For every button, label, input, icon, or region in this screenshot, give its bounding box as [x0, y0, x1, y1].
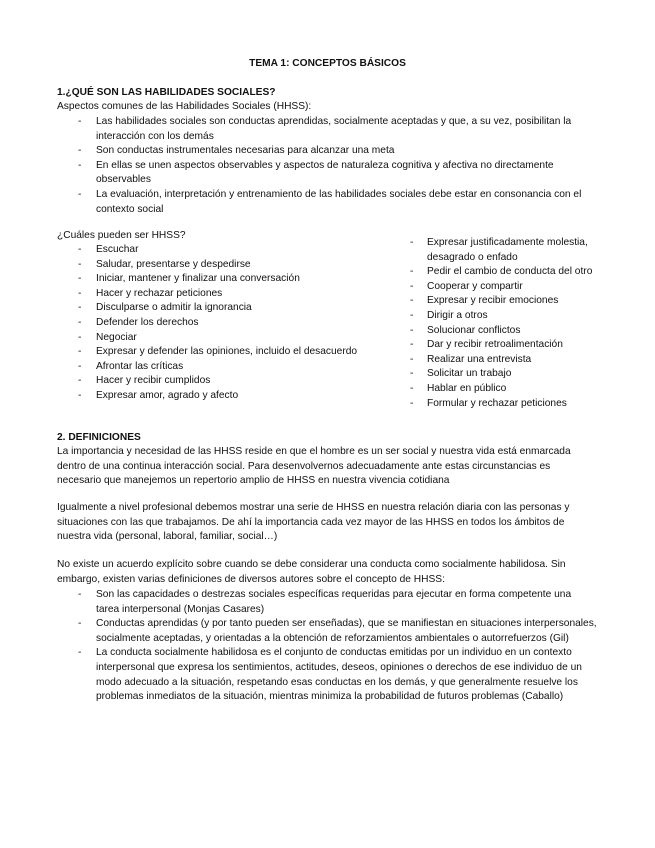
definitions-paragraph-1: La importancia y necesidad de las HHSS reside en que el hombre es un ser social y nuestra vida está enmarcada dentro de una continua interacción social. Para desenvolvernos adecuadamente ante estas circunstancias es necesario que manejemos un repertorio amplio de HHSS en nuestra vivencia cotidiana: [57, 446, 571, 487]
list-item: - Hablar en público: [407, 382, 607, 397]
list-item: - Son conductas instrumentales necesarias para alcanzar una meta: [57, 144, 597, 159]
list-item: - Expresar justificadamente molestia, desagrado o enfado: [407, 236, 607, 265]
section1-heading: 1.¿QUÉ SON LAS HABILIDADES SOCIALES?: [57, 87, 276, 98]
list-item: - Expresar amor, agrado y afecto: [57, 389, 397, 404]
definitions-list: [57, 588, 597, 705]
list-item: - Hacer y rechazar peticiones: [57, 287, 397, 302]
list-item: - Solicitar un trabajo: [407, 367, 607, 382]
list-item: - Hacer y recibir cumplidos: [57, 374, 397, 389]
list-item: - La conducta socialmente habilidosa es el conjunto de conductas emitidas por un individuo en un contexto interpersonal que expresa los sentimientos, actitudes, deseos, opiniones o derechos de ese individuo de un modo adecuado a la situación, respetando esas conductas en los demás, y que generalmente resuelve los problemas inmediatos de la situación, mientras minimiza la probabilidad de futuros problemas (Caballo): [57, 646, 597, 704]
list-item: - Negociar: [57, 331, 397, 346]
list-item: - Defender los derechos: [57, 316, 397, 331]
list-item: - Son las capacidades o destrezas sociales específicas requeridas para ejecutar en forma competente una tarea interpersonal (Monjas Casares): [57, 588, 597, 617]
list-item: - Las habilidades sociales son conductas aprendidas, socialmente aceptadas y que, a su vez, posibilitan la interacción con los demás: [57, 115, 597, 144]
list-item: - Formular y rechazar peticiones: [407, 397, 607, 412]
document-title: TEMA 1: CONCEPTOS BÁSICOS: [249, 58, 406, 69]
section2-heading: 2. DEFINICIONES: [57, 432, 141, 443]
list-item: - Expresar y recibir emociones: [407, 294, 607, 309]
section1-intro: Aspectos comunes de las Habilidades Sociales (HHSS):: [57, 101, 312, 112]
aspects-list: [57, 115, 597, 217]
list-item: - Pedir el cambio de conducta del otro: [407, 265, 607, 280]
list-item: - Cooperar y compartir: [407, 280, 607, 295]
list-item: - La evaluación, interpretación y entrenamiento de las habilidades sociales debe estar en consonancia con el contexto social: [57, 188, 597, 217]
list-item: - Disculparse o admitir la ignorancia: [57, 301, 397, 316]
list-item: - Dirigir a otros: [407, 309, 607, 324]
list-item: - Expresar y defender las opiniones, incluido el desacuerdo: [57, 345, 397, 360]
list-item: - Afrontar las críticas: [57, 360, 397, 375]
definitions-paragraph-2: Igualmente a nivel profesional debemos mostrar una serie de HHSS en nuestra relación diaria con las personas y situaciones con las que trabajamos. De ahí la importancia cada vez mayor de las HHSS en todos los ámbitos de nuestra vida (personal, laboral, familiar, social…): [57, 502, 570, 543]
definitions-paragraph-3: No existe un acuerdo explícito sobre cuando se debe considerar una conducta como socialmente habilidosa. Sin embargo, existen varias definiciones de diversos autores sobre el concepto de HHSS:: [57, 559, 566, 585]
list-item: - Conductas aprendidas (y por tanto pueden ser enseñadas), que se manifiestan en situaciones interpersonales, socialmente aceptadas, y orientadas a la obtención de reforzamientos ambientales o autorrefuerzos (Gil): [57, 617, 597, 646]
list-item: - Dar y recibir retroalimentación: [407, 338, 607, 353]
list-item: - En ellas se unen aspectos observables y aspectos de naturaleza cognitiva y afectiva no directamente observables: [57, 159, 597, 188]
skills-question: ¿Cuáles pueden ser HHSS?: [57, 230, 186, 241]
list-item: - Iniciar, mantener y finalizar una conversación: [57, 272, 397, 287]
list-item: - Escuchar: [57, 243, 397, 258]
skills-list-right: [407, 236, 607, 411]
list-item: - Saludar, presentarse y despedirse: [57, 258, 397, 273]
skills-list-left: [57, 243, 397, 404]
list-item: - Solucionar conflictos: [407, 324, 607, 339]
list-item: - Realizar una entrevista: [407, 353, 607, 368]
